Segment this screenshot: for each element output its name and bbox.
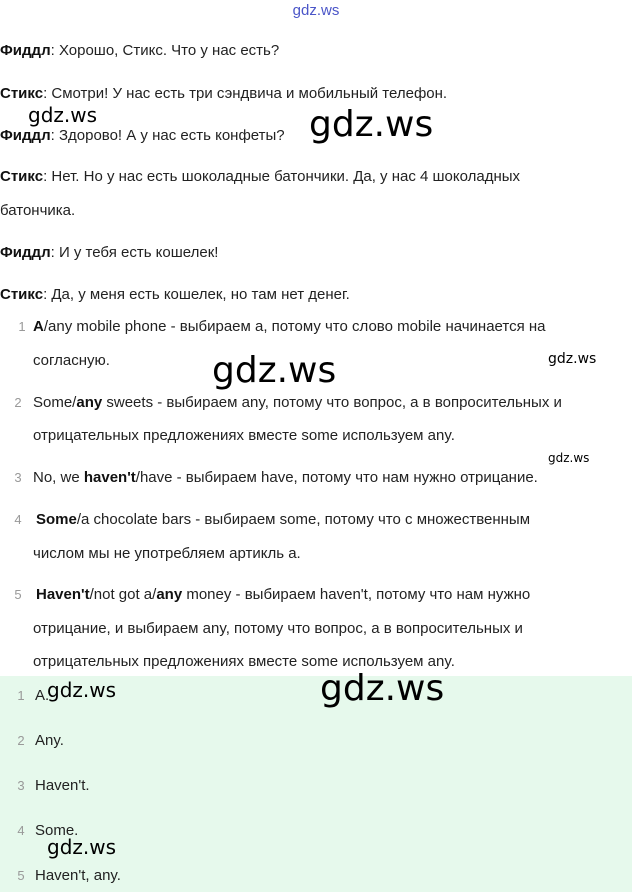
explanation-text: /any mobile phone - выбираем a, потому что слово mobile начинается на — [43, 318, 546, 335]
explanation-line — [33, 393, 562, 413]
dialogue-text: : И у тебя есть кошелек! — [50, 244, 219, 261]
speaker: Стикс — [0, 286, 44, 303]
answer-choice: haven't — [83, 469, 136, 486]
answer-text: Haven't. — [35, 777, 90, 794]
item-number: 4 — [14, 512, 22, 527]
explanation-text: Some/ — [33, 394, 77, 411]
answer-number: 4 — [17, 823, 25, 838]
speaker: Фиддл — [0, 42, 51, 59]
answer-text: A. — [35, 687, 50, 704]
answer-text: Any. — [35, 732, 64, 749]
explanation-text: sweets - выбираем any, потому что вопрос, а в вопросительных и — [102, 394, 562, 411]
watermark: gdz.ws — [47, 678, 117, 702]
explanation-text: money - выбираем haven't, потому что нам нужно — [182, 586, 531, 603]
watermark: gdz.ws — [548, 451, 590, 465]
speaker: Стикс — [0, 85, 44, 102]
dialogue-line — [0, 285, 350, 305]
watermark: gdz.ws — [320, 668, 445, 709]
explanation-text: /have - выбираем have, потому что нам нужно отрицание. — [135, 469, 538, 486]
explanation-line: отрицательных предложениях вместе some используем any. — [33, 427, 455, 444]
explanation-line — [36, 585, 530, 605]
watermark: gdz.ws — [309, 104, 434, 145]
dialogue-line — [0, 126, 285, 146]
answer-number: 1 — [17, 688, 25, 703]
explanation-line: отрицательных предложениях вместе some используем any. — [33, 653, 455, 670]
dialogue-text: : Нет. Но у нас есть шоколадные батончики. Да, у нас 4 шоколадных — [43, 168, 521, 185]
explanation-line — [33, 317, 546, 337]
header-watermark: gdz.ws — [292, 2, 340, 19]
answer-number: 3 — [17, 778, 25, 793]
answer-number: 2 — [17, 733, 25, 748]
explanation-line — [33, 468, 538, 488]
item-number: 5 — [14, 587, 22, 602]
answer-number: 5 — [17, 868, 25, 883]
dialogue-text: : Смотри! У нас есть три сэндвича и мобильный телефон. — [43, 85, 448, 102]
dialogue-text: : Хорошо, Стикс. Что у нас есть? — [50, 42, 280, 59]
dialogue-line — [0, 167, 520, 187]
explanation-line — [36, 510, 530, 530]
answer-choice: any — [76, 394, 103, 411]
answer-choice: Haven't — [36, 586, 90, 603]
item-number: 1 — [18, 319, 26, 334]
answer-text: Some. — [35, 822, 79, 839]
watermark: gdz.ws — [548, 351, 597, 367]
explanation-text: /not got a/ — [89, 586, 157, 603]
dialogue-text: : Да, у меня есть кошелек, но там нет денег. — [43, 286, 350, 303]
dialogue-text: : Здорово! А у нас есть конфеты? — [50, 127, 285, 144]
explanation-line: отрицание, и выбираем any, потому что вопрос, а в вопросительных и — [33, 620, 523, 637]
watermark: gdz.ws — [212, 350, 337, 391]
explanation-line: числом мы не употребляем артикль a. — [33, 545, 301, 562]
answer-choice: Some — [36, 511, 77, 528]
speaker: Фиддл — [0, 127, 51, 144]
dialogue-line — [0, 84, 447, 104]
watermark: gdz.ws — [47, 835, 117, 859]
answer-choice: any — [156, 586, 183, 603]
speaker: Стикс — [0, 168, 44, 185]
watermark: gdz.ws — [28, 103, 98, 127]
answer-text: Haven't, any. — [35, 867, 121, 884]
dialogue-line — [0, 41, 279, 61]
dialogue-line — [0, 243, 218, 263]
explanation-text: /a chocolate bars - выбираем some, потому что с множественным — [76, 511, 531, 528]
explanation-line: согласную. — [33, 352, 110, 369]
item-number: 3 — [14, 470, 22, 485]
answer-choice: A — [33, 318, 44, 335]
speaker: Фиддл — [0, 244, 51, 261]
dialogue-line-cont: батончика. — [0, 202, 76, 219]
answers-panel — [0, 676, 632, 892]
item-number: 2 — [14, 395, 22, 410]
explanation-text: No, we — [33, 469, 84, 486]
